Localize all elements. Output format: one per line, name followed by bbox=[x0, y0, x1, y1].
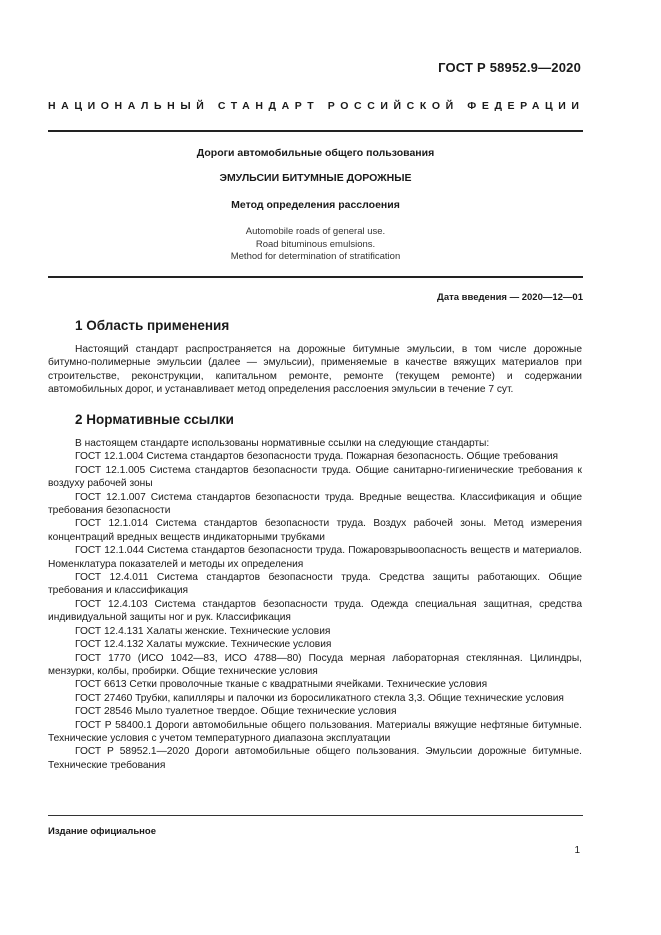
page-number: 1 bbox=[574, 845, 580, 856]
reference-item: ГОСТ 12.1.005 Система стандартов безопасности труда. Общие санитарно-гигиенические требования к воздуху рабочей зоны bbox=[48, 464, 582, 490]
title-method: Метод определения расслоения bbox=[231, 199, 400, 211]
title-subject: ЭМУЛЬСИИ БИТУМНЫЕ ДОРОЖНЫЕ bbox=[219, 172, 412, 184]
references-list bbox=[48, 437, 582, 772]
reference-item: ГОСТ 28546 Мыло туалетное твердое. Общие технические условия bbox=[75, 706, 397, 718]
introduction-date: Дата введения — 2020—12—01 bbox=[437, 292, 583, 303]
section-2-heading: 2 Нормативные ссылки bbox=[75, 412, 234, 427]
reference-item: ГОСТ 12.1.007 Система стандартов безопасности труда. Вредные вещества. Классификация и общие требования безопасности bbox=[48, 491, 582, 517]
national-standard-banner: НАЦИОНАЛЬНЫЙ СТАНДАРТ РОССИЙСКОЙ ФЕДЕРАЦИИ bbox=[48, 100, 585, 112]
document-code: ГОСТ Р 58952.9—2020 bbox=[438, 60, 581, 75]
reference-item: ГОСТ 12.4.132 Халаты мужские. Технические условия bbox=[75, 639, 332, 651]
reference-item: ГОСТ 12.1.044 Система стандартов безопасности труда. Пожаровзрывоопасность веществ и материалов. Номенклатура показателей и методы их определения bbox=[48, 545, 582, 570]
title-main: Дороги автомобильные общего пользования bbox=[196, 147, 435, 159]
top-divider bbox=[48, 130, 583, 132]
footer-divider bbox=[48, 815, 583, 816]
reference-item: ГОСТ 12.4.103 Система стандартов безопасности труда. Одежда специальная защитная, средства индивидуальной защиты ног и рук. Классификация bbox=[48, 598, 582, 624]
title-divider bbox=[48, 276, 583, 278]
english-title-line: Method for determination of stratification bbox=[230, 251, 401, 262]
section-1-body bbox=[48, 343, 582, 397]
english-title-line: Road bituminous emulsions. bbox=[255, 238, 376, 250]
reference-item: ГОСТ 6613 Сетки проволочные тканые с квадратными ячейками. Технические условия bbox=[75, 679, 488, 691]
reference-item: ГОСТ 12.1.014 Система стандартов безопасности труда. Воздух рабочей зоны. Метод измерения концентраций вредных веществ индикаторными трубками bbox=[48, 518, 582, 543]
reference-item: ГОСТ 12.4.131 Халаты женские. Технические условия bbox=[75, 625, 331, 637]
reference-item: ГОСТ 27460 Трубки, капилляры и палочки из боросиликатного стекла 3,3. Общие технические условия bbox=[75, 692, 564, 704]
reference-item: ГОСТ 1770 (ИСО 1042—83, ИСО 4788—80) Посуда мерная лабораторная стеклянная. Цилиндры, мензурки, колбы, пробирки. Общие технические условия bbox=[48, 652, 582, 677]
english-title-line: Automobile roads of general use. bbox=[245, 226, 386, 237]
reference-item: ГОСТ 12.4.011 Система стандартов безопасности труда. Средства защиты работающих. Общие требования и классификация bbox=[48, 572, 582, 597]
references-intro: В настоящем стандарте использованы нормативные ссылки на следующие стандарты: bbox=[75, 438, 490, 449]
reference-item: ГОСТ Р 58400.1 Дороги автомобильные общего пользования. Материалы вяжущие нефтяные битумные. Технические условия с учетом температурного диапазона эксплуатации bbox=[48, 719, 582, 744]
official-edition-label: Издание официальное bbox=[48, 826, 156, 837]
section-1-paragraph: Настоящий стандарт распространяется на дорожные битумные эмульсии, в том числе дорожные битумно-полимерные эмульсии (далее — эмульсии), применяемые в качестве вяжущих материалов при строительстве, реконструкции, капитальном ремонте, ремонте (текущем ремонте) и содержании автомобильных дорог, и устанавливает метод определения расслоения эмульсии в течение 7 сут. bbox=[48, 344, 582, 396]
section-1-heading: 1 Область применения bbox=[75, 318, 230, 333]
english-title bbox=[48, 226, 583, 264]
reference-item: ГОСТ 12.1.004 Система стандартов безопасности труда. Пожарная безопасность. Общие требования bbox=[75, 451, 559, 463]
reference-item: ГОСТ Р 58952.1—2020 Дороги автомобильные общего пользования. Эмульсии дорожные битумные. Технические требования bbox=[48, 746, 582, 771]
